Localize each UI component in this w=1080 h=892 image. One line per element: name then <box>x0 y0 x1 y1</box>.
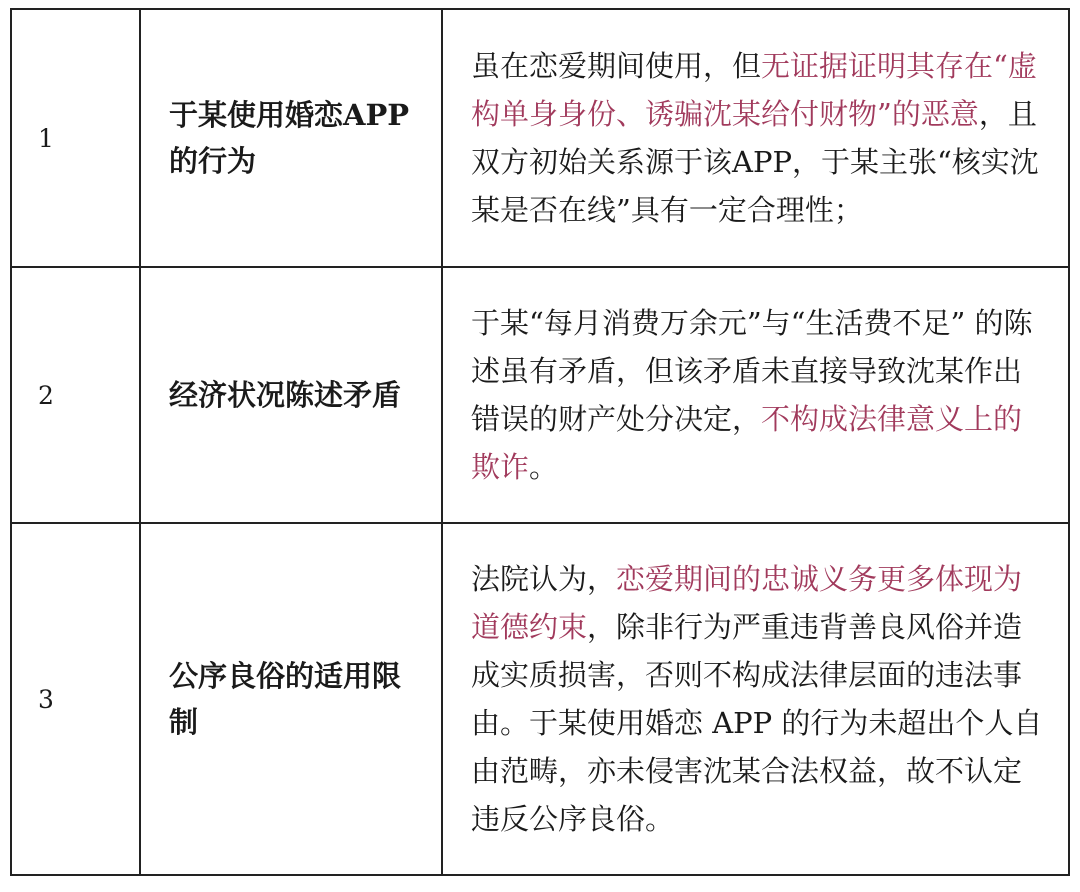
table-row <box>11 523 1069 875</box>
row-number: 2 <box>11 267 140 523</box>
description-segment: 。 <box>529 450 559 484</box>
row-number: 1 <box>11 9 140 267</box>
row-description <box>442 523 1069 875</box>
summary-table <box>10 8 1070 876</box>
description-segment: ，且双方初始关系源于该APP，于某主张“核实沈某是否在线”具有一定合理性； <box>471 97 1039 227</box>
description-segment: 虽在恋爱期间使用，但 <box>471 49 762 83</box>
description-highlight: 无证据证明其存在“虚构单身身份、诱骗沈某给付财物”的恶意 <box>471 49 1037 131</box>
row-description <box>442 9 1069 267</box>
table-row <box>11 9 1069 267</box>
row-number: 3 <box>11 523 140 875</box>
row-title: 于某使用婚恋APP的行为 <box>140 9 442 267</box>
description-segment: ，除非行为严重违背善良风俗并造成实质损害，否则不构成法律层面的违法事由。于某使用婚恋 APP 的行为未超出个人自由范畴，亦未侵害沈某合法权益，故不认定违反公序良俗。 <box>471 610 1043 836</box>
description-segment: 于某“每月消费万余元”与“生活费不足” 的陈述虽有矛盾，但该矛盾未直接导致沈某作出错误的财产处分决定， <box>471 306 1033 436</box>
description-segment: 法院认为， <box>471 562 617 596</box>
row-description <box>442 267 1069 523</box>
row-title: 公序良俗的适用限制 <box>140 523 442 875</box>
description-highlight: 不构成法律意义上的欺诈 <box>471 402 1023 484</box>
table-row <box>11 267 1069 523</box>
description-highlight: 恋爱期间的忠诚义务更多体现为道德约束 <box>471 562 1023 644</box>
row-title: 经济状况陈述矛盾 <box>140 267 442 523</box>
